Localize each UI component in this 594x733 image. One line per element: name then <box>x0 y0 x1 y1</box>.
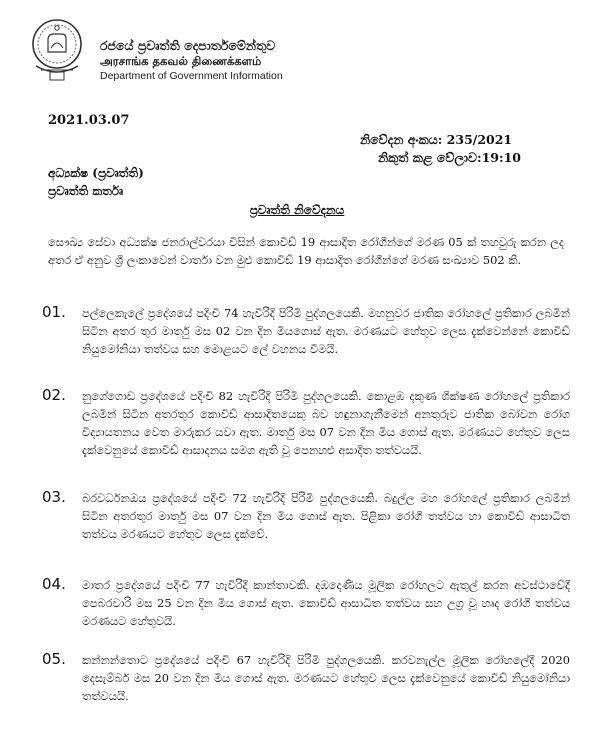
letterhead <box>100 38 283 83</box>
letterhead-sinhala: රජයේ ප්‍රවෘත්ති දෙපාර්තමේන්තුව <box>100 38 276 53</box>
item-text: නුගේගොඩ ප්‍රදේශයේ පදිංචි 82 හැවිරිදි පිරිමි පුද්ගලයෙකි. කොළඹ දකුණ ශික්ෂණ රෝහලේ ප්‍රතිකාර ලබමින් සිටින අතරතුර කොවිඩ් ආසාදිතයෙකු බව හඳුනාගැනීමෙන් අනතුරුව ජාතික බෝවන රෝග විද්‍යායතනය වෙත මාරුකර යවා ඇත. මාර්තු මස 07 වන දින මිය ගොස් ඇත. මරණයට හේතුව ලෙස දැක්වෙනුයේ කොවිඩ් ආසාදනය සමග ඇති වූ පෙනහළු අසාදිත තත්වයයි. <box>82 389 570 457</box>
item-number: 02. <box>42 386 66 404</box>
recipient-line-2: ප්‍රවෘත්ති කර්තෘ <box>48 184 124 198</box>
item-text: පල්ලෙකැලේ ප්‍රදේශයේ පදිංචි 74 හැවිරිදි පිරිමි පුද්ගලයෙකි. මහනුවර ජාතික රෝහලේ ප්‍රතිකාර ලබමින් සිටින අතර තුර මාර්තු මස 02 වන දින මියගොස් ඇත. මරණයට හේතුව ලෙස දැක්වෙන්නේ කොවිඩ් නියුමෝනියා තත්වය සහ මොළයට ලේ වහනය වීමයි. <box>82 306 570 356</box>
item-text: මාතර ප්‍රදේශයේ පදිංචි 77 හැවිරිදි කාන්තාවකි. දඹදෙණිය මූලික රෝහලට ඇතුල් කරන අවස්ථාවේදී පෙබරවාරි මස 25 වන දින මිය ගොස් ඇත. කොවිඩ් ආසාධිත තත්වය සහ උග්‍ර වූ හෘද රෝගී තත්වය මරණයට හේතුවයි. <box>82 578 570 628</box>
letterhead-tamil: அரசாங்க தகவல் திணைக்களம் <box>100 54 262 68</box>
intro-paragraph: සෞඛ්‍ය සේවා අධ්‍යක්ෂ ජනරාල්වරයා විසින් කොවිඩ් 19 ආසාදිත රෝගීන්ගේ මරණ 05 ක් තහවුරු කරන ලද අතර ඒ අනුව ශ්‍රී ලංකාවෙන් වාර්තා වන මුළු කොවිඩ් 19 ආසාදිත රෝගීන්ගේ මරණ සංඛ්‍යාව 502 කි. <box>48 235 564 267</box>
release-number: නිවේදන අංකය: 235/2021 <box>360 132 513 147</box>
release-date: 2021.03.07 <box>48 113 130 128</box>
item-number: 05. <box>42 650 66 668</box>
item-number: 04. <box>42 575 66 593</box>
item-number: 01. <box>42 303 66 321</box>
recipient-line-1: අධ්‍යක්ෂ (ප්‍රවෘත්ති) <box>48 166 144 180</box>
item-text: බරවර්ධනඔය ප්‍රදේශයේ පදිංචි 72 හැවිරිදි පිරිමි පුද්ගලයෙකි. බදුල්ල මහ රෝහලේ ප්‍රතිකාර ලබමින් සිටින අතරතුර මාර්තු මස 07 වන දින මිය ගොස් ඇත. පිළිකා රෝගී තත්වය හා කොවිඩ් ආසාධිත තත්වය මරණයට හේතුව ලෙස දැක්වේ. <box>82 491 570 541</box>
release-time: නිකුත් කළ වේලාව:19:10 <box>378 150 521 165</box>
item-text: කන්නන්තොට ප්‍රදේශයේ පදිංචි 67 හැවිරිදි පිරිමි පුද්ගලයෙකි. කරවනැල්ල මූලික රෝහලේදී 2020 දෙසැම්බර් මස 20 වන දින මිය ගොස් ඇත. මරණයට හේතුව ලෙස දැක්වෙනුයේ කොවිඩ් නියුමෝනියා තත්වයයි. <box>82 653 570 703</box>
sri-lanka-emblem-icon <box>28 14 86 86</box>
page-title: ප්‍රවෘත්ති නිවේදනය <box>249 203 345 217</box>
item-number: 03. <box>42 488 66 506</box>
letterhead-english: Department of Government Information <box>100 70 283 82</box>
